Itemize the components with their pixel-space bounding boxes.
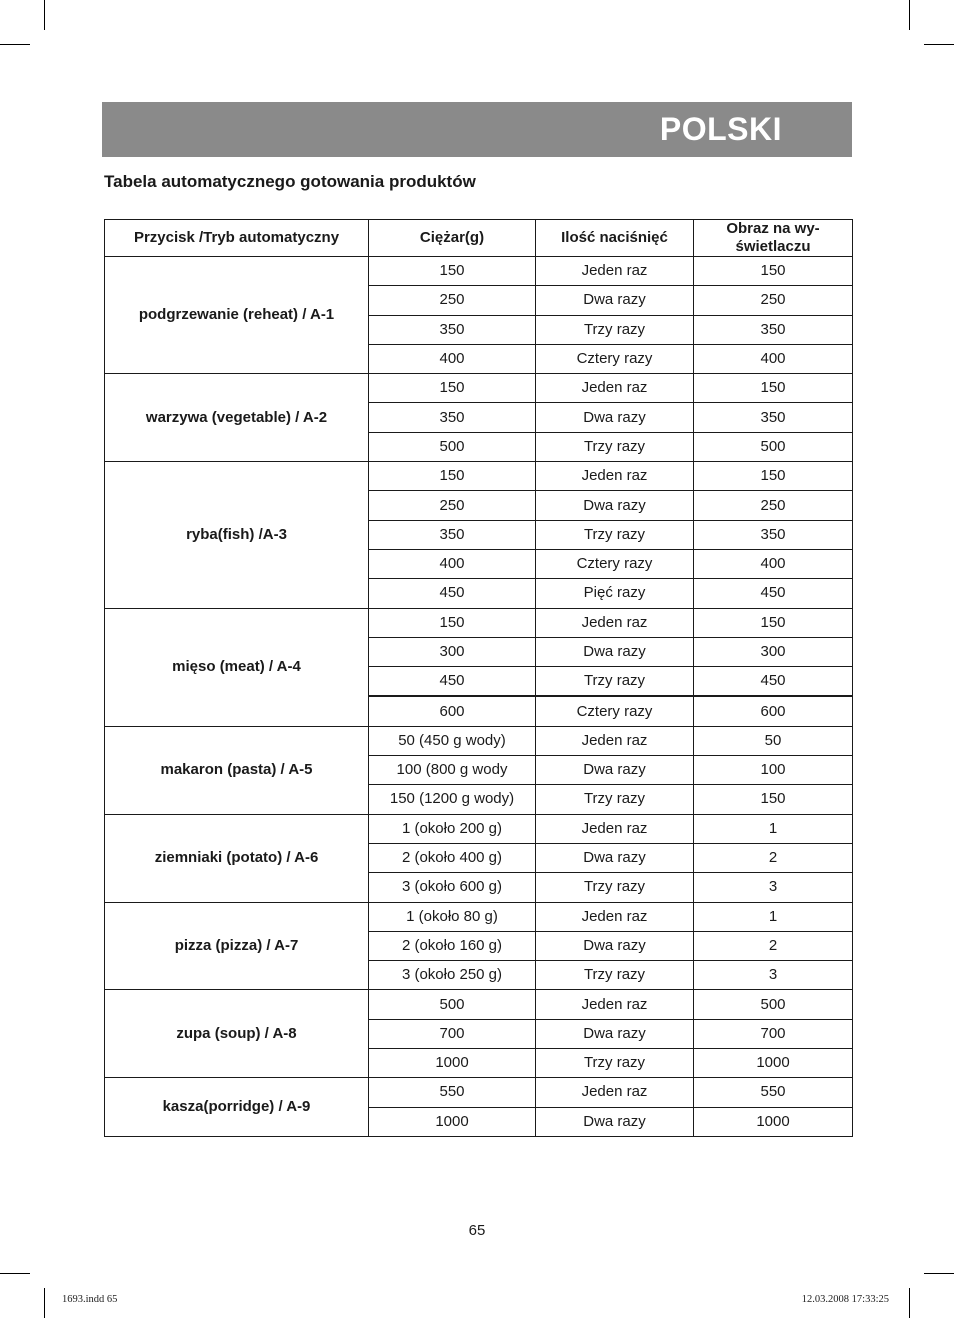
display-cell: 3	[694, 961, 853, 990]
weight-cell: 3 (około 600 g)	[369, 873, 536, 902]
display-cell: 300	[694, 637, 853, 666]
weight-cell: 150	[369, 374, 536, 403]
press-count-cell: Jeden raz	[536, 374, 694, 403]
crop-mark	[44, 1288, 45, 1318]
press-count-cell: Trzy razy	[536, 520, 694, 549]
crop-mark	[44, 0, 45, 30]
press-count-cell: Jeden raz	[536, 257, 694, 286]
crop-mark	[924, 1273, 954, 1274]
section-title: Tabela automatycznego gotowania produktów	[104, 172, 476, 191]
press-count-cell: Dwa razy	[536, 637, 694, 666]
mode-cell: ryba(fish) /A-3	[105, 462, 369, 608]
display-cell: 1	[694, 814, 853, 843]
weight-cell: 1000	[369, 1049, 536, 1078]
weight-cell: 100 (800 g wody	[369, 756, 536, 785]
language-label: POLSKI	[659, 111, 782, 147]
weight-cell: 400	[369, 549, 536, 578]
table-row	[105, 257, 853, 286]
mode-cell: ziemniaki (potato) / A-6	[105, 814, 369, 902]
display-cell: 600	[694, 696, 853, 726]
weight-cell: 1 (około 200 g)	[369, 814, 536, 843]
weight-cell: 250	[369, 286, 536, 315]
press-count-cell: Cztery razy	[536, 344, 694, 373]
weight-cell: 150 (1200 g wody)	[369, 785, 536, 814]
press-count-cell: Jeden raz	[536, 1078, 694, 1107]
weight-cell: 50 (450 g wody)	[369, 726, 536, 755]
display-cell: 350	[694, 520, 853, 549]
display-cell: 2	[694, 843, 853, 872]
press-count-cell: Jeden raz	[536, 726, 694, 755]
display-cell: 1000	[694, 1107, 853, 1136]
weight-cell: 450	[369, 579, 536, 608]
weight-cell: 250	[369, 491, 536, 520]
column-header: Ilość naciśnięć	[536, 220, 694, 257]
crop-mark	[909, 0, 910, 30]
table-row	[105, 374, 853, 403]
display-cell: 700	[694, 1019, 853, 1048]
display-cell: 50	[694, 726, 853, 755]
display-cell: 350	[694, 403, 853, 432]
slug-date-info: 12.03.2008 17:33:25	[801, 1294, 889, 1305]
display-cell: 150	[694, 608, 853, 637]
display-cell: 2	[694, 931, 853, 960]
press-count-cell: Dwa razy	[536, 403, 694, 432]
press-count-cell: Jeden raz	[536, 462, 694, 491]
slug-file-info: 1693.indd 65	[62, 1294, 118, 1305]
display-cell: 150	[694, 785, 853, 814]
display-cell: 250	[694, 286, 853, 315]
weight-cell: 500	[369, 990, 536, 1019]
display-cell: 500	[694, 990, 853, 1019]
press-count-cell: Cztery razy	[536, 696, 694, 726]
press-count-cell: Cztery razy	[536, 549, 694, 578]
column-header: Obraz na wy-świetlaczu	[694, 220, 853, 257]
press-count-cell: Trzy razy	[536, 667, 694, 697]
mode-cell: warzywa (vegetable) / A-2	[105, 374, 369, 462]
crop-mark	[0, 1273, 30, 1274]
mode-cell: kasza(porridge) / A-9	[105, 1078, 369, 1137]
press-count-cell: Dwa razy	[536, 1107, 694, 1136]
display-cell: 150	[694, 374, 853, 403]
press-count-cell: Dwa razy	[536, 491, 694, 520]
table-row	[105, 1078, 853, 1107]
display-cell: 1000	[694, 1049, 853, 1078]
press-count-cell: Jeden raz	[536, 902, 694, 931]
press-count-cell: Jeden raz	[536, 814, 694, 843]
auto-cook-table	[104, 219, 853, 1137]
press-count-cell: Trzy razy	[536, 315, 694, 344]
display-cell: 450	[694, 667, 853, 697]
table-row	[105, 902, 853, 931]
display-cell: 150	[694, 257, 853, 286]
crop-mark	[0, 44, 30, 45]
weight-cell: 350	[369, 520, 536, 549]
crop-mark	[924, 44, 954, 45]
weight-cell: 350	[369, 403, 536, 432]
display-cell: 250	[694, 491, 853, 520]
page-number: 65	[468, 1222, 486, 1239]
weight-cell: 500	[369, 432, 536, 461]
display-cell: 450	[694, 579, 853, 608]
weight-cell: 150	[369, 257, 536, 286]
table-row	[105, 462, 853, 491]
weight-cell: 550	[369, 1078, 536, 1107]
press-count-cell: Trzy razy	[536, 785, 694, 814]
weight-cell: 2 (około 160 g)	[369, 931, 536, 960]
column-header: Ciężar(g)	[369, 220, 536, 257]
table-header-row	[105, 220, 853, 257]
press-count-cell: Dwa razy	[536, 756, 694, 785]
display-cell: 400	[694, 344, 853, 373]
column-header: Przycisk /Tryb automatyczny	[105, 220, 369, 257]
weight-cell: 700	[369, 1019, 536, 1048]
display-cell: 550	[694, 1078, 853, 1107]
press-count-cell: Dwa razy	[536, 1019, 694, 1048]
weight-cell: 300	[369, 637, 536, 666]
display-cell: 150	[694, 462, 853, 491]
press-count-cell: Jeden raz	[536, 608, 694, 637]
press-count-cell: Jeden raz	[536, 990, 694, 1019]
press-count-cell: Dwa razy	[536, 931, 694, 960]
display-cell: 350	[694, 315, 853, 344]
display-cell: 500	[694, 432, 853, 461]
display-cell: 400	[694, 549, 853, 578]
display-cell: 1	[694, 902, 853, 931]
weight-cell: 150	[369, 462, 536, 491]
table-row	[105, 814, 853, 843]
table-row	[105, 726, 853, 755]
display-cell: 100	[694, 756, 853, 785]
press-count-cell: Trzy razy	[536, 873, 694, 902]
mode-cell: makaron (pasta) / A-5	[105, 726, 369, 814]
mode-cell: zupa (soup) / A-8	[105, 990, 369, 1078]
weight-cell: 400	[369, 344, 536, 373]
mode-cell: mięso (meat) / A-4	[105, 608, 369, 726]
weight-cell: 3 (około 250 g)	[369, 961, 536, 990]
weight-cell: 150	[369, 608, 536, 637]
press-count-cell: Trzy razy	[536, 961, 694, 990]
weight-cell: 1000	[369, 1107, 536, 1136]
table-row	[105, 990, 853, 1019]
mode-cell: pizza (pizza) / A-7	[105, 902, 369, 990]
weight-cell: 1 (około 80 g)	[369, 902, 536, 931]
weight-cell: 600	[369, 696, 536, 726]
crop-mark	[909, 1288, 910, 1318]
weight-cell: 450	[369, 667, 536, 697]
press-count-cell: Pięć razy	[536, 579, 694, 608]
table-row	[105, 608, 853, 637]
table-body	[105, 257, 853, 1137]
press-count-cell: Dwa razy	[536, 843, 694, 872]
press-count-cell: Trzy razy	[536, 1049, 694, 1078]
mode-cell: podgrzewanie (reheat) / A-1	[105, 257, 369, 374]
weight-cell: 2 (około 400 g)	[369, 843, 536, 872]
display-cell: 3	[694, 873, 853, 902]
language-header-bar	[102, 102, 852, 157]
press-count-cell: Dwa razy	[536, 286, 694, 315]
press-count-cell: Trzy razy	[536, 432, 694, 461]
weight-cell: 350	[369, 315, 536, 344]
